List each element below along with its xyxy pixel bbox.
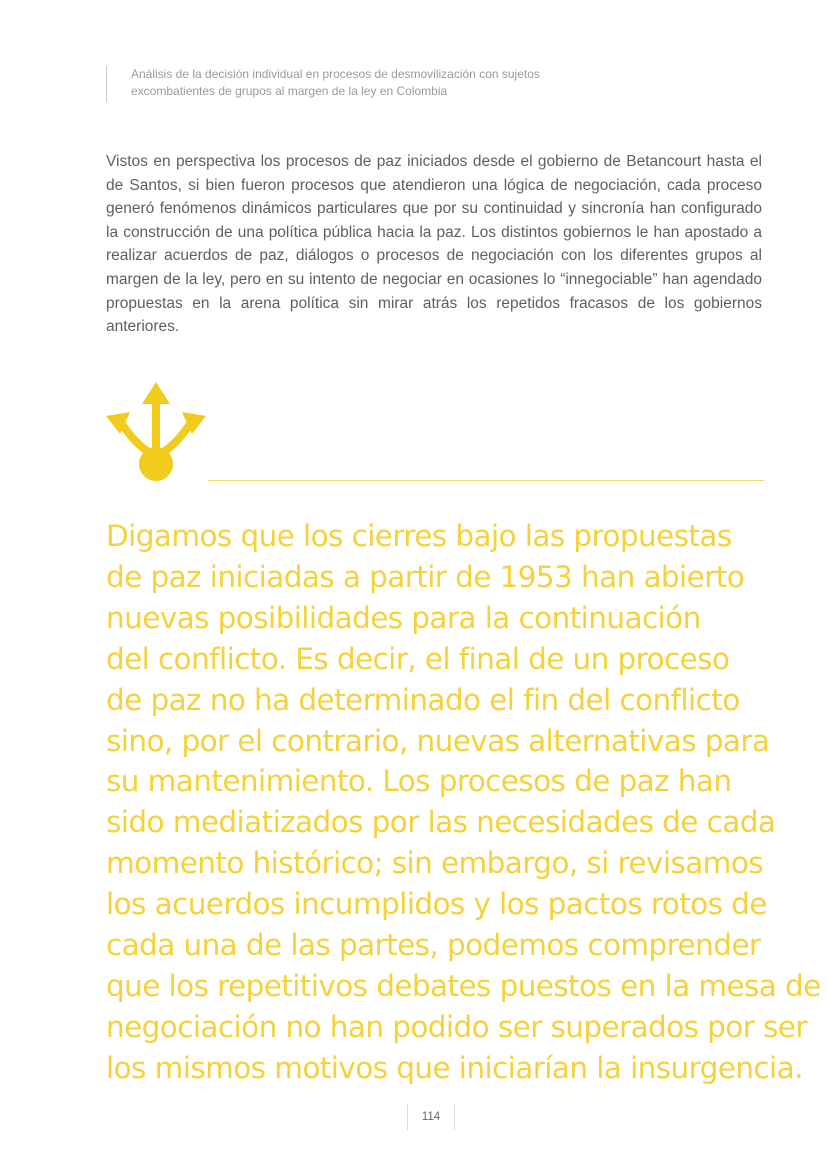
pull-quote-line: Digamos que los cierres bajo las propuestas [106,519,732,553]
pull-quote-line: sino, por el contrario, nuevas alternativas para [106,723,770,758]
section-divider [208,480,764,481]
pull-quote-line: sido mediatizados por las necesidades de cada [106,805,776,840]
pull-quote-line: de paz iniciadas a partir de 1953 han abierto [106,559,745,594]
pull-quote-line: del conflicto. Es decir, el final de un proceso [106,641,730,676]
pull-quote-line: momento histórico; sin embargo, si revisamos [106,846,764,881]
pull-quote-line: negociación no han podido ser superados por ser [106,1009,807,1044]
pull-quote-line: su mantenimiento. Los procesos de paz han [106,764,732,799]
pull-quote [106,516,821,1089]
body-paragraph: Vistos en perspectiva los procesos de paz iniciados desde el gobierno de Betancourt hasta el de Santos, si bien fueron procesos que atendieron una lógica de negociación, cada proceso generó fenómenos dinámicos particulares que por su continuidad y sincronía han configurado la construcción de una política pública hacia la paz. Los distintos gobiernos le han apostado a realizar acuerdos de paz, diálogos o procesos de negociación con los diferentes grupos al margen de la ley, pero en su intento de negociar en ocasiones lo “innegociable” han agendado propuestas en la arena política sin mirar atrás los repetidos fracasos de los gobiernos anteriores. [106,153,762,336]
pull-quote-line: los acuerdos incumplidos y los pactos rotos de [106,887,767,922]
pull-quote-line: cada una de las partes, podemos comprender [106,928,761,963]
branching-arrows-icon [102,382,208,484]
running-header-line-2: excombatientes de grupos al margen de la ley en Colombia [131,84,448,98]
running-header [106,66,706,102]
pull-quote-line: de paz no ha determinado el fin del conflicto [106,682,740,717]
running-header-line-1: Análisis de la decisión individual en procesos de desmovilización con sujetos [131,67,540,81]
page-number: 114 [421,1111,441,1123]
pull-quote-line: los mismos motivos que iniciarían la insurgencia. [106,1050,803,1085]
page-number-box [407,1104,455,1130]
pull-quote-line: nuevas posibilidades para la continuación [106,600,701,635]
pull-quote-line: que los repetitivos debates puestos en la mesa de [106,968,821,1003]
